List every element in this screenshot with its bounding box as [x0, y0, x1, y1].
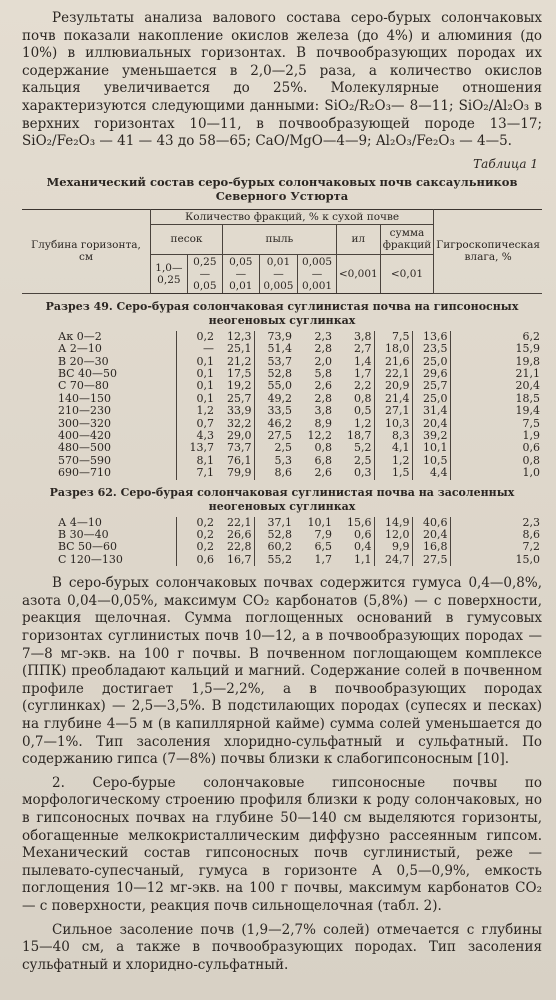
table-cell-value: 0,6 — [176, 554, 216, 566]
table-cell-depth: С 70—80 — [58, 379, 109, 393]
table-cell-value: 8,9 — [314, 416, 332, 430]
table-cell-value: 25,7 — [412, 380, 450, 392]
table-cell-value: 52,8 — [254, 529, 294, 541]
table-cell-value: 2,3 — [450, 517, 542, 529]
table-cell-value: 27,5 — [412, 554, 450, 566]
table-cell-value: 21,1 — [450, 368, 542, 380]
table-cell-depth: ВС 40—50 — [58, 366, 117, 380]
header-sum-fractions: сумма фракций — [380, 224, 434, 254]
table-cell-value: 73,9 — [254, 331, 294, 343]
table-cell-value: 7,5 — [450, 418, 542, 430]
table-cell-value: 32,2 — [227, 416, 252, 430]
table-cell-value: 37,1 — [254, 517, 294, 529]
table-cell-value: 7,5 — [374, 331, 412, 343]
table-cell-value: 27,5 — [254, 430, 294, 442]
table-cell-value: 0,2 — [176, 529, 216, 541]
paragraph-gypsum-soils: 2. Серо-бурые солончаковые гипсоносные почвы по морфологическому строению профиля близки к роду солончаковых, но в гипсоносных почвах на глубине 50—140 см выделяются горизонты, обогащенные мелкокристаллическим диффузно рассеянным гипсом. Механический состав гипсоносных почв суглинистый, реже — пылевато-супесчаный, гумуса в горизонте А 0,5—0,9%, емкость поглощения 10—12 мг-экв. на 100 г почвы, максимум карбонатов CO₂ — с поверхности, реакция почв сильнощелочная (табл. 2). — [22, 774, 542, 914]
table-cell-value: 20,4 — [412, 529, 450, 541]
table-cell-value: 29,6 — [412, 368, 450, 380]
header-depth: Глубина горизонта, см — [22, 209, 151, 293]
table-row — [22, 554, 542, 566]
table-cell-depth: 480—500 — [58, 441, 111, 455]
table-cell-value: 52,8 — [254, 368, 294, 380]
table-cell-value: 5,2 — [354, 441, 372, 455]
table-cell-value: 4,1 — [374, 442, 412, 454]
table-row — [22, 405, 542, 417]
paragraph-salinization: Сильное засоление почв (1,9—2,7% солей) отмечается с глубины 15—40 см, а также в почвообразующих породах. Тип засоления сульфатный и хлоридно-сульфатный. — [22, 921, 542, 973]
table-number: Таблица 1 — [473, 156, 538, 171]
section-title-62: Разрез 62. Серо-бурая солончаковая суглинистая почва на засоленных неогеновых суглинках — [49, 485, 515, 513]
section-title-49: Разрез 49. Серо-бурая солончаковая суглинистая почва на гипсоносных неогеновых суглинках — [45, 299, 519, 327]
table-cell-value: 8,1 — [176, 455, 216, 467]
table-cell-value: 1,2 — [176, 405, 216, 417]
table-cell-value: 0,3 — [354, 466, 372, 480]
header-hygroscopic-moisture: Гигроскопическая влага, % — [434, 209, 542, 293]
table-cell-value: 0,8 — [314, 441, 332, 455]
table-cell-value: 40,6 — [412, 517, 450, 529]
table-cell-value: 0,2 — [176, 517, 216, 529]
table-cell-value: 0,8 — [354, 391, 372, 405]
table-cell-value: 73,7 — [227, 441, 252, 455]
table-section-49 — [22, 331, 542, 480]
table-cell-value: 20,4 — [412, 418, 450, 430]
table-cell-value: 1,7 — [314, 552, 332, 566]
table-header — [22, 209, 542, 294]
table-cell-value: 20,4 — [450, 380, 542, 392]
table-cell-value: 2,5 — [254, 442, 294, 454]
table-cell-value: 13,7 — [176, 442, 216, 454]
table-cell-depth: 690—710 — [58, 466, 111, 480]
table-cell-value: 25,0 — [412, 356, 450, 368]
table-cell-value: 18,7 — [347, 429, 372, 442]
table-cell-value: 60,2 — [254, 541, 294, 553]
table-title — [22, 175, 542, 203]
table-cell-value: 15,9 — [450, 343, 542, 355]
paragraph-chemical-analysis: Результаты анализа валового состава серо-бурых солончаковых почв показали накопление окислов железа (до 4%) и алюминия (до 10%) в иллювиальных горизонтах. В почвообразующих породах их содержание уменьшается в 2,0—2,5 раза, а количество окислов кальция увеличивается до 25%. Молекулярные отношения характеризуются следующими данными: SiO₂/R₂O₃— 8—11; SiO₂/Al₂O₃ в верхних горизонтах 10—11, в почвообразующей породе 13—17; SiO₂/Fe₂O₃ — 41 — 43 до 58—65; CaO/MgO—4—9; Al₂O₃/Fe₂O₃ — 4—5. — [22, 10, 542, 150]
table-cell-value: 1,2 — [374, 455, 412, 467]
table-cell-value: 0,6 — [354, 528, 372, 542]
table-cell-depth: 140—150 — [58, 391, 111, 405]
header-sand: песок — [151, 224, 223, 254]
table-cell-value: 7,9 — [314, 528, 332, 542]
table-cell-depth: С 120—130 — [58, 552, 123, 566]
table-title-line1: Механический состав серо-бурых солончаковых почв саксаульников — [46, 174, 518, 189]
table-row — [22, 541, 542, 553]
table-cell-value: 21,4 — [374, 393, 412, 405]
table-cell-value: 49,2 — [254, 393, 294, 405]
table-cell-value: 1,4 — [354, 354, 372, 368]
table-cell-value: 4,4 — [412, 467, 450, 479]
table-cell-value: 20,9 — [374, 380, 412, 392]
table-cell-value: 25,1 — [227, 342, 252, 356]
table-cell-value: 76,1 — [227, 453, 252, 467]
table-cell-value: 4,3 — [176, 430, 216, 442]
table-row — [22, 343, 542, 355]
table-cell-depth: ВС 50—60 — [58, 540, 117, 554]
table-cell-value: 21,2 — [227, 354, 252, 368]
header-fractions: Количество фракций, % к сухой почве — [151, 209, 434, 224]
table-row — [22, 467, 542, 479]
table-cell-value: 12,2 — [307, 429, 332, 442]
header-range-7: <0,01 — [380, 254, 434, 293]
table-cell-value: 55,0 — [254, 380, 294, 392]
table-cell-value: 24,7 — [374, 554, 412, 566]
table-cell-value: 0,2 — [176, 331, 216, 343]
table-cell-value: 1,1 — [354, 552, 372, 566]
header-range-4: 0,01—0,005 — [259, 254, 298, 293]
table-cell-value: 15,0 — [450, 554, 542, 566]
table-cell-value: 51,4 — [254, 343, 294, 355]
table-cell-value: 17,5 — [227, 366, 252, 380]
table-cell-value: 15,6 — [347, 515, 372, 529]
table-cell-value: 2,6 — [314, 466, 332, 480]
table-cell-value: 14,9 — [374, 517, 412, 529]
table-cell-value: 23,5 — [412, 343, 450, 355]
table-cell-value: 33,9 — [227, 404, 252, 418]
table-cell-value: 12,0 — [374, 529, 412, 541]
table-cell-value: 6,8 — [314, 453, 332, 467]
header-dust: пыль — [222, 224, 336, 254]
table-cell-value: 0,6 — [450, 442, 542, 454]
header-range-3: 0,05—0,01 — [222, 254, 259, 293]
table-row — [22, 380, 542, 392]
paragraph-soil-properties: В серо-бурых солончаковых почвах содержится гумуса 0,4—0,8%, азота 0,04—0,05%, максимум CO₂ карбонатов (5,8%) — с поверхности, реакция щелочная. Сумма поглощенных оснований в гумусовых горизонтах суглинистых почв 10—12, а в почвообразующих породах — 7—8 мг-экв. на 100 г почвы. В почвенном поглощающем комплексе (ППК) преобладают кальций и магний. Содержание солей в почвенном профиле достигает 1,5—2,2%, а в почвообразующих породах (суглинках) — 2,5—3,5%. В подстилающих породах (супесях и песках) на глубине 4—5 м (в капиллярной кайме) сумма солей уменьшается до 0,7—1%. Тип засоления хлоридно-сульфатный и сульфатный. По содержанию гипса (7—8%) почвы близки к слабогипсоносным [10]. — [22, 575, 542, 768]
table-cell-value: 9,9 — [374, 541, 412, 553]
table-cell-value: 55,2 — [254, 554, 294, 566]
table-cell-value: 1,5 — [374, 467, 412, 479]
table-cell-value: 21,6 — [374, 356, 412, 368]
header-range-2: 0,25—0,05 — [187, 254, 222, 293]
table-cell-value: 16,7 — [227, 552, 252, 566]
table-cell-value: 10,1 — [307, 515, 332, 529]
table-cell-value: 29,0 — [227, 429, 252, 442]
table-cell-value: 79,9 — [227, 466, 252, 480]
table-cell-value: 3,8 — [354, 329, 372, 343]
table-cell-value: 22,8 — [227, 540, 252, 554]
table-cell-value: 12,3 — [227, 329, 252, 343]
table-cell-value: 22,1 — [227, 515, 252, 529]
table-cell-value: 8,6 — [450, 529, 542, 541]
table-cell-value: 6,5 — [314, 540, 332, 554]
table-cell-value: 1,7 — [354, 366, 372, 380]
table-cell-value: 5,3 — [254, 455, 294, 467]
table-cell-value: 7,2 — [450, 541, 542, 553]
table-cell-depth: Ак 0—2 — [58, 329, 102, 343]
table-cell-value: 0,2 — [176, 541, 216, 553]
header-range-6: <0,001 — [336, 254, 380, 293]
table-cell-value: 39,2 — [412, 430, 450, 442]
table-cell-value: 2,7 — [354, 342, 372, 356]
table-cell-value: 19,2 — [227, 379, 252, 393]
table-cell-value: 2,2 — [354, 379, 372, 393]
header-range-1: 1,0—0,25 — [151, 254, 188, 293]
table-cell-value: 0,1 — [176, 393, 216, 405]
header-clay: ил — [336, 224, 380, 254]
table-cell-value: 31,4 — [412, 405, 450, 417]
table-cell-value: 27,1 — [374, 405, 412, 417]
table-cell-depth: 400—420 — [58, 429, 111, 442]
table-cell-depth: А 2—10 — [58, 342, 102, 356]
table-cell-value: 2,8 — [314, 391, 332, 405]
table-cell-value: 5,8 — [314, 366, 332, 380]
table-cell-value: 26,6 — [227, 528, 252, 542]
table-cell-value: 33,5 — [254, 405, 294, 417]
table-cell-value: 53,7 — [254, 356, 294, 368]
table-cell-value: 25,0 — [412, 393, 450, 405]
table-cell-value: 0,5 — [354, 404, 372, 418]
table-cell-depth: 210—230 — [58, 404, 111, 418]
header-range-5: 0,005—0,001 — [298, 254, 337, 293]
table-cell-value: — — [176, 343, 216, 355]
table-cell-value: 13,6 — [412, 331, 450, 343]
table-cell-value: 2,8 — [314, 342, 332, 356]
table-row — [22, 442, 542, 454]
table-cell-value: 10,1 — [412, 442, 450, 454]
table-cell-value: 1,0 — [450, 467, 542, 479]
table-cell-value: 19,4 — [450, 405, 542, 417]
table-cell-value: 1,2 — [354, 416, 372, 430]
table-cell-value: 10,3 — [374, 418, 412, 430]
table-cell-value: 2,3 — [314, 329, 332, 343]
table-title-line2: Северного Устюрта — [215, 188, 349, 203]
table-cell-value: 19,8 — [450, 356, 542, 368]
table-cell-depth: В 20—30 — [58, 354, 109, 368]
table-cell-value: 1,9 — [450, 430, 542, 442]
table-cell-value: 6,2 — [450, 331, 542, 343]
table-cell-value: 0,7 — [176, 418, 216, 430]
table-cell-depth: А 4—10 — [58, 515, 102, 529]
table-cell-value: 2,6 — [314, 379, 332, 393]
table-cell-value: 22,1 — [374, 368, 412, 380]
table-cell-value: 0,1 — [176, 380, 216, 392]
table-cell-value: 2,0 — [314, 354, 332, 368]
table-cell-value: 0,1 — [176, 356, 216, 368]
table-cell-depth: В 30—40 — [58, 528, 109, 542]
table-cell-depth: 570—590 — [58, 453, 111, 467]
table-cell-value: 7,1 — [176, 467, 216, 479]
table-cell-value: 25,7 — [227, 391, 252, 405]
table-cell-value: 8,3 — [374, 430, 412, 442]
table-cell-depth: 300—320 — [58, 416, 111, 430]
table-cell-value: 18,0 — [374, 343, 412, 355]
table-section-62 — [22, 517, 542, 567]
table-cell-value: 0,8 — [450, 455, 542, 467]
table-cell-value: 10,5 — [412, 455, 450, 467]
table-cell-value: 8,6 — [254, 467, 294, 479]
table-cell-value: 3,8 — [314, 404, 332, 418]
table-cell-value: 0,1 — [176, 368, 216, 380]
table-cell-value: 46,2 — [254, 418, 294, 430]
table-cell-value: 18,5 — [450, 393, 542, 405]
table-cell-value: 16,8 — [412, 541, 450, 553]
table-cell-value: 2,5 — [354, 453, 372, 467]
table-cell-value: 0,4 — [354, 540, 372, 554]
